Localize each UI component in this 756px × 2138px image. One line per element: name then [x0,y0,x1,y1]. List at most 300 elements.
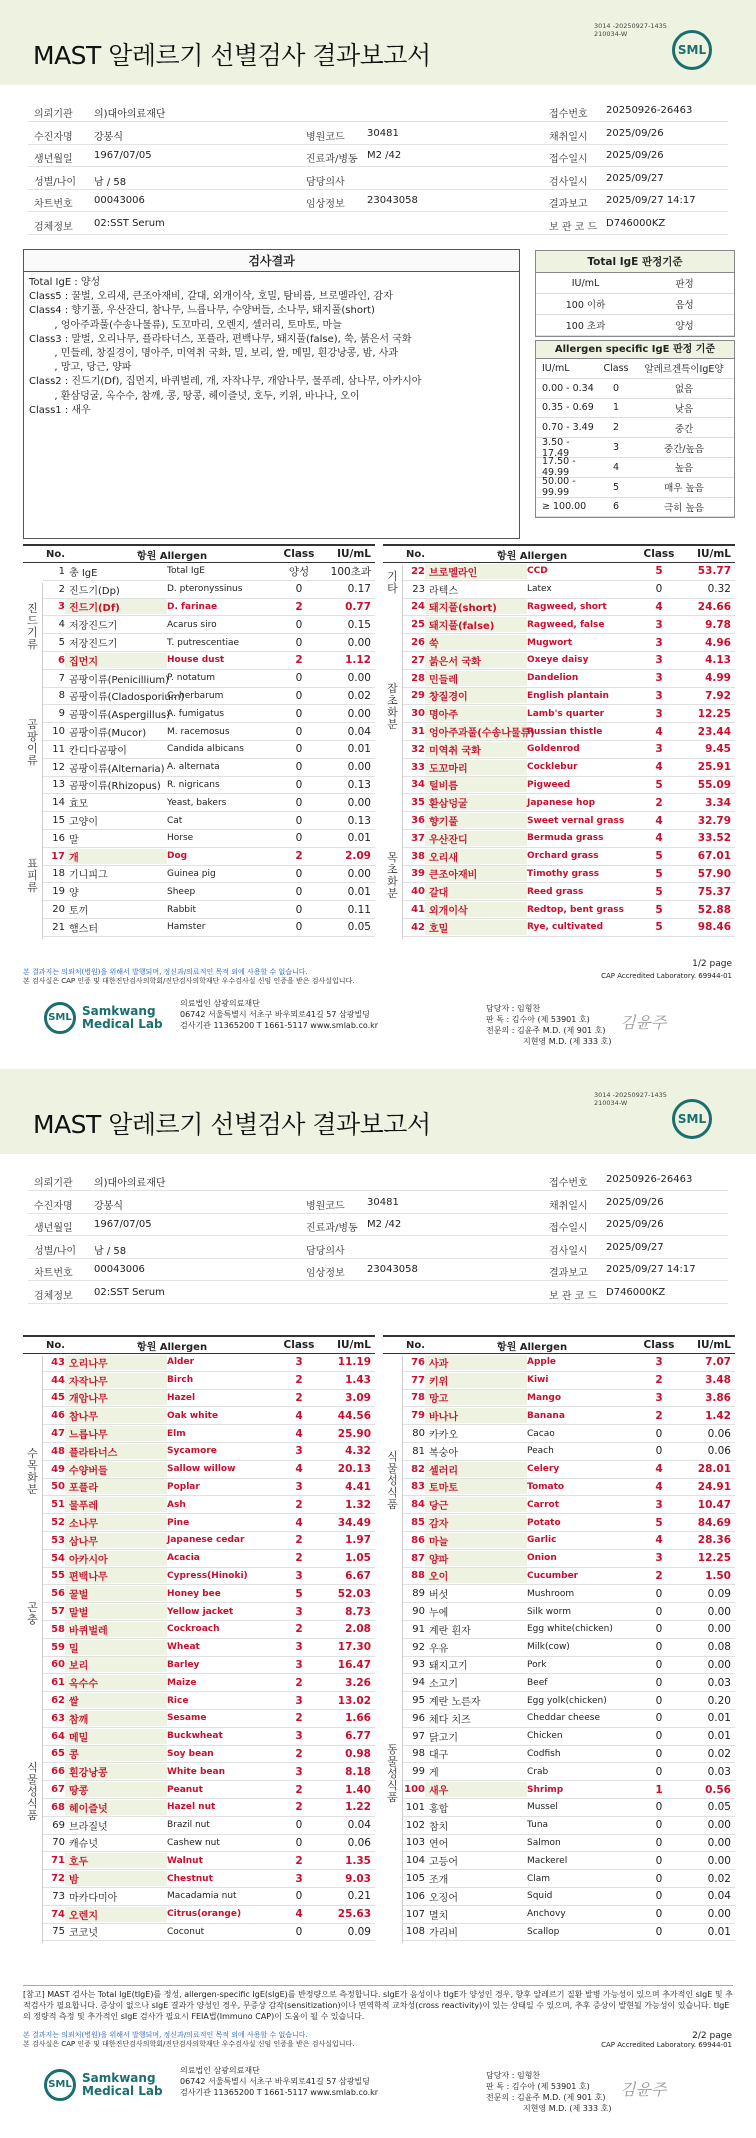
allergen-name-en: Rice [167,1695,189,1706]
allergen-value: 0.09 [347,1925,371,1938]
allergen-value: 1.05 [345,1552,371,1565]
allergen-value: 0.00 [707,1836,731,1849]
allergen-name-ko: 말벌 [65,1604,167,1619]
allergen-class: 5 [655,921,663,934]
allergen-name-en: Carrot [527,1499,560,1510]
table-row [43,1781,375,1799]
allergen-class: 3 [295,1605,303,1618]
allergen-name-ko: 참깨 [65,1711,167,1726]
table-row [403,866,735,884]
allergen-name-ko: 오이 [425,1568,527,1583]
allergen-class: 0 [655,1445,663,1458]
allergen-value: 4.13 [705,654,731,667]
allergen-no: 5 [58,637,65,649]
allergen-name-ko: 돼지풀(false) [425,617,527,632]
allergen-name-en: Alder [167,1357,195,1368]
report-header [0,0,756,85]
allergen-name-ko: 복숭아 [429,1447,458,1459]
allergen-name-en: Mushroom [527,1588,575,1599]
allergen-no: 54 [51,1552,65,1564]
allergen-no: 89 [412,1588,425,1600]
info-specimen-label: 검체정보 [34,221,73,233]
signature-block: 담당자 : 임형찬 판 독 : 김수아 (제 53901 호) 전문의 : 김윤주 M.D. (제 901 호) 지현영 M.D. (제 333 호) [486,2071,612,2113]
info-specimen: 02:SST Serum [94,1286,165,1298]
allergen-name-ko: 총 IgE [69,567,98,579]
allergen-value: 0.05 [707,1801,731,1814]
allergen-value: 24.66 [697,600,731,613]
allergen-value: 1.40 [345,1783,371,1796]
table-row [403,1746,735,1764]
allergen-class: 3 [295,1569,303,1582]
allergen-class: 4 [655,725,663,738]
allergen-no: 42 [411,921,425,933]
allergen-name-ko: 돼지풀(short) [425,599,527,614]
allergen-value: 0.06 [707,1445,731,1458]
allergen-class: 5 [655,565,663,578]
info-clinic-label: 임상정보 [306,199,345,210]
info-sex: 남 / 58 [94,1245,127,1257]
table-row [43,1710,375,1728]
allergen-name-en: Chicken [527,1731,563,1742]
allergen-name-en: Potato [527,1517,561,1528]
table-row [43,1621,375,1639]
allergen-class: 4 [295,1516,303,1529]
table-row [43,919,375,937]
info-doctor-label: 담당의사 [306,176,345,188]
report-reference: 3014 -20250927-1435 210034-W [594,22,667,38]
table-row [403,1390,735,1408]
allergen-no: 106 [405,1890,425,1902]
allergen-class: 0 [295,618,303,631]
allergen-name-ko: 진드기(Df) [65,599,167,614]
allergen-class: 3 [295,1356,303,1369]
allergen-name-ko: 보리 [65,1657,167,1672]
allergen-name-en: Peach [527,1446,554,1457]
info-collect-label: 채취일시 [549,1200,588,1212]
allergen-no: 74 [51,1908,65,1920]
allergen-name-en: P. notatum [167,673,216,684]
allergen-name-ko: 홍합 [429,1803,449,1815]
info-institution: 의)대아의료재단 [94,1178,166,1189]
table-row [403,1496,735,1514]
allergen-no: 85 [411,1517,425,1529]
group-label: 식 물 성 식 품 [23,1641,43,1944]
allergen-value: 0.04 [707,1890,731,1903]
allergen-class: 0 [655,1765,663,1778]
allergen-class: 0 [655,1890,663,1903]
allergen-value: 17.30 [337,1641,371,1654]
table-row [403,1870,735,1888]
allergen-no: 102 [405,1819,425,1831]
allergen-table-left [23,544,375,937]
table-row [43,1603,375,1621]
info-collect: 2025/09/26 [606,127,664,139]
allergen-name-ko: 도꼬마리 [425,760,527,775]
allergen-name-ko: 곰팡이류(Mucor) [69,728,147,740]
info-row [28,213,728,235]
allergen-class: 1 [655,1783,663,1796]
allergen-name-en: Tomato [527,1481,565,1492]
allergen-no: 30 [411,708,425,720]
table-row [43,1835,375,1853]
table-row [403,616,735,634]
table-row [403,1799,735,1817]
allergen-no: 25 [411,619,425,631]
info-chart: 00043006 [94,1264,145,1275]
allergen-name-ko: 당근 [425,1497,527,1512]
allergen-name-en: Yellow jacket [167,1606,234,1617]
table-row [403,634,735,652]
allergen-name-ko: 호두 [65,1853,167,1868]
table-row [403,1710,735,1728]
allergen-no: 47 [51,1428,65,1440]
allergen-no: 83 [411,1481,425,1493]
allergen-value: 0.04 [347,1819,371,1832]
allergen-name-en: Cypress(Hinoki) [167,1570,248,1581]
allergen-name-en: Maize [167,1677,197,1688]
allergen-class: 3 [655,707,663,720]
allergen-value: 8.18 [345,1765,371,1778]
allergen-no: 79 [411,1410,425,1422]
allergen-name-en: Pork [527,1659,547,1670]
specific-ige-criteria: Allergen specific IgE 판정 기준 IU/mL Class 알레르겐특이IgE양 0.00 - 0.34 0 없음 0.35 - 0.69 1 낮음 0.70 - 3.49 2 중간 3.50 - 17.49 3 중간/높음 17.50 - 49.99 4 높음 50.00 - 99.99 5 매우 높음 ≥ 100.00 6 극히 높음 [535,340,735,518]
table-row [43,777,375,795]
allergen-name-en: Pine [167,1517,190,1528]
info-storage-label: 보 관 코 드 [549,1290,598,1302]
page-number: 2/2 page [692,2031,732,2041]
allergen-class: 2 [295,1801,303,1814]
info-chart: 00043006 [94,195,145,206]
allergen-name-ko: 콩 [65,1746,167,1761]
allergen-no: 50 [51,1481,65,1493]
allergen-class: 0 [295,1836,303,1849]
allergen-no: 95 [412,1695,425,1707]
allergen-name-ko: 밀 [65,1640,167,1655]
table-row [403,1585,735,1603]
allergen-name-en: Sesame [167,1713,207,1724]
info-storage: D746000KZ [606,1286,666,1298]
allergen-class: 0 [655,1623,663,1636]
allergen-name-ko: 소고기 [429,1679,458,1691]
allergen-name-ko: 창질경이 [425,688,527,703]
allergen-value: 3.26 [345,1676,371,1689]
table-row [43,616,375,634]
allergen-name-ko: 양파 [425,1551,527,1566]
allergen-name-en: Sycamore [167,1446,217,1457]
allergen-no: 93 [412,1659,425,1671]
allergen-value: 4.99 [705,672,731,685]
info-recv: 2025/09/26 [606,150,664,161]
allergen-name-ko: 물푸레 [65,1497,167,1512]
info-storage: D746000KZ [606,217,666,229]
report-header [0,1069,756,1154]
allergen-name-ko: 브로멜라인 [425,564,527,579]
signature-block: 담당자 : 임형찬 판 독 : 김수아 (제 53901 호) 전문의 : 김윤주 M.D. (제 901 호) 지현영 M.D. (제 333 호) [486,1004,612,1046]
table-row [403,919,735,937]
allergen-no: 72 [51,1873,65,1884]
allergen-class: 0 [655,1836,663,1849]
allergen-name-en: Goldenrod [527,744,580,755]
allergen-value: 7.07 [705,1356,731,1369]
allergen-name-ko: 털비름 [425,777,527,792]
allergen-no: 90 [412,1606,425,1618]
allergen-name-en: Onion [527,1553,557,1564]
allergen-class: 4 [655,761,663,774]
allergen-value: 0.15 [347,618,371,631]
allergen-value: 1.50 [705,1569,731,1582]
allergen-class: 2 [295,1623,303,1636]
allergen-no: 38 [411,850,425,862]
allergen-class: 2 [655,1569,663,1582]
allergen-name-ko: 우산잔디 [425,831,527,846]
allergen-class: 0 [655,1676,663,1689]
allergen-name-en: Hazel nut [167,1802,216,1813]
table-row [43,652,375,670]
allergen-class: 0 [655,1747,663,1760]
info-row [28,1237,728,1259]
sml-logo: SML [672,30,712,70]
allergen-class: 2 [655,1374,663,1387]
table-row [403,777,735,795]
allergen-name-ko: 자작나무 [65,1373,167,1388]
allergen-class: 3 [655,1552,663,1565]
allergen-value: 6.67 [345,1569,371,1582]
allergen-name-en: Cat [167,815,183,826]
allergen-name-en: Sheep [167,886,196,897]
allergen-class: 0 [655,1854,663,1867]
info-clinic-label: 임상정보 [306,1268,345,1279]
allergen-no: 60 [51,1659,65,1671]
info-patient-label: 수진자명 [34,1200,73,1212]
allergen-no: 58 [51,1623,65,1635]
allergen-name-ko: 붉은서 국화 [425,653,527,668]
info-row [28,1282,728,1304]
allergen-no: 11 [52,743,65,755]
table-row [43,759,375,777]
info-patient: 강봉식 [94,1200,123,1212]
allergen-name-en: Candida albicans [167,744,244,755]
table-row [403,1568,735,1586]
allergen-class: 2 [295,1534,303,1547]
allergen-value: 0.03 [707,1765,731,1778]
allergen-class: 2 [295,1391,303,1404]
table-row [43,741,375,759]
info-dept-label: 진료과/병동 [306,154,358,165]
allergen-no: 51 [51,1499,65,1511]
criteria-row: 50.00 - 99.99 5 매우 높음 [536,478,734,498]
group-label: 목 초 화 분 [383,814,403,939]
group-label: 동 물 성 식 품 [383,1605,403,1943]
allergen-no: 41 [411,904,425,916]
lab-address: 의료법인 삼광의료재단 06742 서울특별시 서초구 바우뫼로41길 57 삼광빌딩 검사기관 11365200 T 1661-5117 www.smlab.co.kr [180,999,379,1030]
allergen-class: 2 [655,796,663,809]
samkwang-logo: SML Samkwang Medical Lab [44,2069,163,2101]
allergen-name-en: Buckwheat [167,1731,223,1742]
info-recv-label: 접수일시 [549,154,588,165]
group-label: 잡 초 화 분 [383,601,403,815]
allergen-name-ko: 망고 [425,1390,527,1405]
allergen-name-ko: 쑥 [425,635,527,650]
allergen-class: 3 [295,1658,303,1671]
allergen-class: 0 [295,636,303,649]
allergen-name-ko: 바나나 [425,1408,527,1423]
allergen-class: 3 [655,1498,663,1511]
allergen-class: 4 [655,832,663,845]
group-label: 곤 충 [23,1587,43,1640]
allergen-no: 17 [51,850,65,862]
allergen-no: 100 [404,1784,425,1796]
info-dept: M2 /42 [367,150,402,161]
allergen-name-en: D. farinae [167,601,218,612]
table-row [43,1496,375,1514]
allergen-value: 9.03 [345,1872,371,1885]
allergen-no: 10 [52,726,65,738]
allergen-name-ko: 고양이 [69,817,98,829]
allergen-no: 43 [51,1356,65,1368]
allergen-no: 75 [52,1926,65,1938]
allergen-name-en: Mackerel [527,1855,568,1866]
allergen-name-en: Rabbit [167,904,197,915]
allergen-no: 105 [405,1873,425,1884]
info-row [28,100,728,122]
group-label: 수 목 화 분 [23,1356,43,1587]
allergen-name-en: Celery [527,1464,560,1475]
allergen-name-en: Guinea pig [167,868,216,879]
table-row [403,1692,735,1710]
allergen-class: 3 [295,1872,303,1885]
allergen-value: 24.91 [697,1480,731,1493]
table-row [403,1657,735,1675]
allergen-no: 19 [52,886,65,898]
allergen-class: 5 [655,885,663,898]
allergen-class: 0 [295,689,303,702]
allergen-no: 13 [52,779,65,791]
info-row [28,123,728,145]
allergen-value: 13.02 [337,1694,371,1707]
table-row [403,759,735,777]
allergen-name-en: T. putrescentiae [167,637,240,648]
info-recv: 2025/09/26 [606,1219,664,1230]
allergen-name-ko: 대구 [429,1750,449,1762]
allergen-value: 7.92 [705,689,731,702]
allergen-no: 98 [412,1748,425,1760]
allergen-class: 2 [295,850,303,863]
allergen-name-ko: 외개이삭 [425,902,527,917]
allergen-class: 0 [655,1427,663,1440]
allergen-no: 53 [51,1534,65,1546]
page-number: 1/2 page [692,959,732,969]
allergen-value: 52.03 [337,1587,371,1600]
allergen-value: 57.90 [697,867,731,880]
allergen-class: 0 [295,707,303,720]
allergen-name-ko: 감자 [425,1515,527,1530]
allergen-class: 4 [295,1463,303,1476]
allergen-class: 3 [295,1765,303,1778]
allergen-name-ko: 옥수수 [65,1675,167,1690]
info-receipt: 20250926-26463 [606,105,693,116]
allergen-value: 33.52 [697,832,731,845]
allergen-value: 0.03 [707,1676,731,1689]
info-receipt-label: 접수번호 [549,1178,588,1189]
allergen-value: 0.01 [347,885,371,898]
info-chart-label: 차트번호 [34,199,73,210]
table-row [403,1781,735,1799]
allergen-class: 0 [295,672,303,685]
info-specimen-label: 검체정보 [34,1290,73,1302]
allergen-value: 4.96 [705,636,731,649]
allergen-name-ko: 연어 [429,1839,449,1851]
allergen-name-ko: 플라타너스 [65,1444,167,1459]
allergen-value: 1.42 [705,1409,731,1422]
allergen-value: 0.17 [347,583,371,596]
allergen-value: 0.00 [347,761,371,774]
allergen-no: 20 [52,904,65,916]
table-header: No. 항원 Allergen Class IU/mL [23,1337,375,1354]
allergen-no: 70 [52,1837,65,1849]
info-dob-label: 생년월일 [34,154,73,165]
allergen-name-en: Crab [527,1766,549,1777]
info-institution-label: 의뢰기관 [34,1178,73,1189]
allergen-class: 4 [295,1908,303,1921]
allergen-name-ko: 저장진드기 [69,621,118,633]
allergen-no: 12 [52,761,65,773]
allergen-class: 3 [655,636,663,649]
allergen-name-ko: 집먼지 [65,653,167,668]
allergen-name-ko: 조개 [429,1875,449,1886]
allergen-no: 52 [51,1517,65,1529]
table-row [403,599,735,617]
info-row [28,1259,728,1281]
sml-logo: SML [672,1099,712,1139]
allergen-name-en: Mugwort [527,637,573,648]
info-row [28,1192,728,1214]
allergen-no: 33 [411,761,425,773]
allergen-name-en: Elm [167,1428,186,1439]
table-row [43,723,375,741]
table-row [43,634,375,652]
allergen-class: 5 [655,850,663,863]
group-label: 곰 팡 이 류 [23,672,43,814]
allergen-name-en: Wheat [167,1642,200,1653]
allergen-value: 0.01 [347,743,371,756]
allergen-no: 31 [411,726,425,738]
allergen-name-en: Acacia [167,1553,200,1564]
allergen-name-en: Total IgE [167,566,205,577]
table-row [403,1550,735,1568]
allergen-name-ko: 호밀 [425,920,527,935]
allergen-name-ko: 곰팡이류(Penicillium) [69,674,170,686]
allergen-name-en: Mango [527,1392,562,1403]
allergen-no: 103 [405,1837,425,1849]
allergen-value: 1.32 [345,1498,371,1511]
allergen-value: 44.56 [337,1409,371,1422]
footer-notes: 본 결과지는 의뢰처(병원)을 위해서 발행되며, 정신과/의료적인 목적 외에 사용할 수 없습니다. 본 검사실은 CAP 인증 및 대한진단검사의학회/진단검사의학재단 우수검사실 신임 인증을 받은 검사실입니다. [23,2031,355,2048]
allergen-class: 3 [655,672,663,685]
allergen-class: 4 [295,1427,303,1440]
allergen-name-ko: 곰팡이류(Cladosporium) [69,692,185,704]
info-row [28,145,728,167]
allergen-name-ko: 새우 [425,1782,527,1797]
allergen-name-ko: 소나무 [65,1515,167,1530]
info-patient: 강봉식 [94,131,123,143]
allergen-name-en: Oxeye daisy [527,655,589,666]
table-row [403,1835,735,1853]
table-row [403,741,735,759]
allergen-value: 0.06 [707,1427,731,1440]
table-row [43,1479,375,1497]
allergen-name-en: Hazel [167,1392,196,1403]
table-row [403,1532,735,1550]
